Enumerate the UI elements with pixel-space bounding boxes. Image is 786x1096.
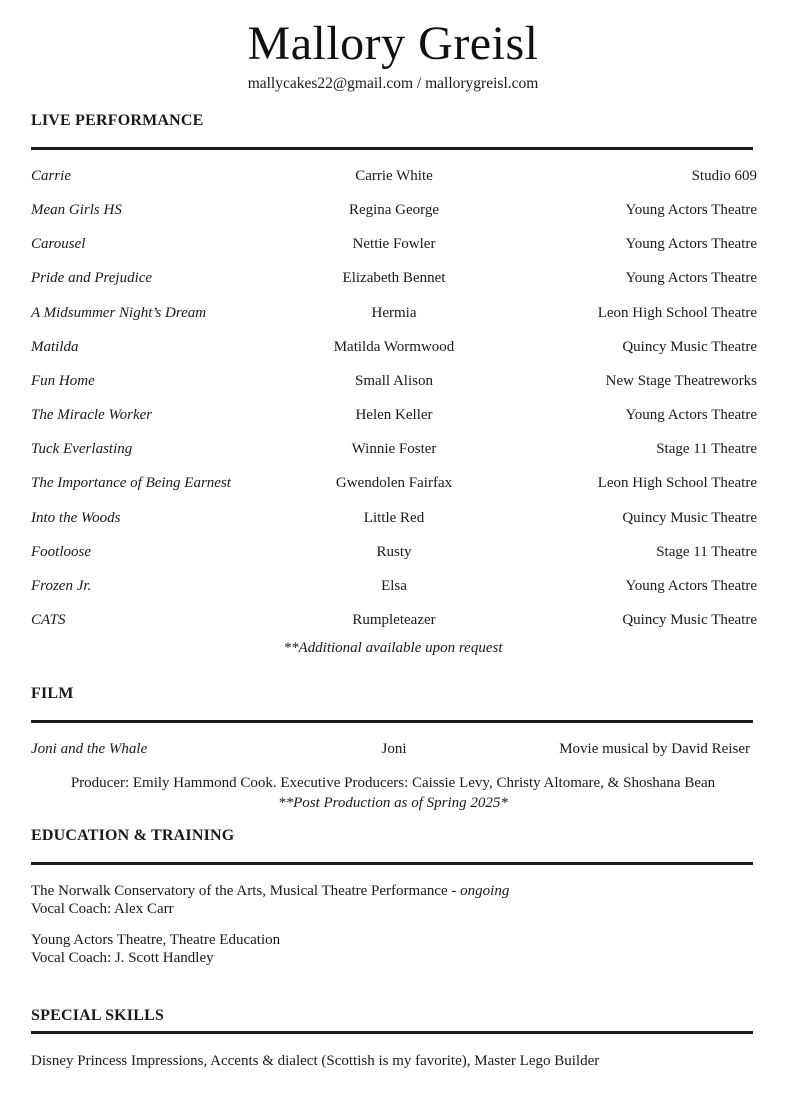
role-name: Little Red bbox=[363, 510, 425, 526]
show-title: The Importance of Being Earnest bbox=[31, 475, 231, 491]
section-divider bbox=[31, 720, 753, 723]
credit-row bbox=[31, 541, 757, 563]
role-name: Winnie Foster bbox=[351, 441, 437, 457]
resume-name: Mallory Greisl bbox=[247, 17, 539, 70]
credit-row bbox=[31, 336, 757, 358]
film-credit-row bbox=[31, 738, 750, 760]
role-name: Regina George bbox=[348, 202, 440, 218]
credit-row bbox=[31, 438, 757, 460]
section-title-special-skills: SPECIAL SKILLS bbox=[31, 1007, 165, 1024]
show-title: Matilda bbox=[31, 339, 79, 355]
education-coach: Vocal Coach: J. Scott Handley bbox=[31, 950, 214, 966]
credit-row bbox=[31, 199, 757, 221]
venue-name: Stage 11 Theatre bbox=[656, 441, 757, 457]
film-production: Movie musical by David Reiser bbox=[559, 741, 750, 757]
show-title: Mean Girls HS bbox=[31, 202, 122, 218]
film-title: Joni and the Whale bbox=[31, 741, 148, 757]
show-title: CATS bbox=[31, 612, 66, 628]
education-coach: Vocal Coach: Alex Carr bbox=[31, 901, 174, 917]
role-name: Rumpleteazer bbox=[352, 612, 436, 628]
venue-name: Young Actors Theatre bbox=[625, 270, 757, 286]
show-title: Carrie bbox=[31, 168, 72, 184]
credit-row bbox=[31, 267, 757, 289]
venue-name: Young Actors Theatre bbox=[625, 578, 757, 594]
venue-name: Young Actors Theatre bbox=[625, 236, 757, 252]
school-name: The Norwalk Conservatory of the Arts, Musical Theatre Performance - bbox=[31, 883, 461, 899]
section-title-education: EDUCATION & TRAINING bbox=[31, 827, 235, 844]
film-producers: Producer: Emily Hammond Cook. Executive Producers: Caissie Levy, Christy Altomare, & Shoshana Bean bbox=[70, 775, 716, 791]
role-name: Nettie Fowler bbox=[352, 236, 436, 252]
education-school bbox=[31, 882, 509, 900]
show-title: Fun Home bbox=[31, 373, 95, 389]
credit-row bbox=[31, 302, 757, 324]
credit-row bbox=[31, 609, 757, 631]
venue-name: Quincy Music Theatre bbox=[622, 339, 757, 355]
venue-name: Studio 609 bbox=[691, 168, 757, 184]
role-name: Small Alison bbox=[355, 373, 433, 389]
role-name: Hermia bbox=[371, 305, 417, 321]
show-title: Frozen Jr. bbox=[31, 578, 92, 594]
role-name: Elizabeth Bennet bbox=[342, 270, 446, 286]
education-school bbox=[31, 931, 280, 949]
film-role: Joni bbox=[381, 741, 407, 757]
show-title: The Miracle Worker bbox=[31, 407, 153, 423]
credit-row bbox=[31, 575, 757, 597]
show-title: Pride and Prejudice bbox=[31, 270, 153, 286]
venue-name: Leon High School Theatre bbox=[597, 305, 757, 321]
show-title: Into the Woods bbox=[31, 510, 121, 526]
credit-row bbox=[31, 404, 757, 426]
venue-name: Young Actors Theatre bbox=[625, 407, 757, 423]
role-name: Matilda Wormwood bbox=[333, 339, 455, 355]
school-status: ongoing bbox=[460, 883, 510, 899]
show-title: Carousel bbox=[31, 236, 86, 252]
school-name: Young Actors Theatre, Theatre Education bbox=[31, 932, 281, 948]
role-name: Carrie White bbox=[355, 168, 433, 184]
role-name: Helen Keller bbox=[355, 407, 433, 423]
venue-name: Quincy Music Theatre bbox=[622, 510, 757, 526]
show-title: A Midsummer Night’s Dream bbox=[31, 305, 207, 321]
venue-name: Stage 11 Theatre bbox=[656, 544, 757, 560]
credit-row bbox=[31, 507, 757, 529]
section-divider bbox=[31, 1031, 753, 1034]
section-title-film: FILM bbox=[31, 685, 74, 702]
section-title-live-performance: LIVE PERFORMANCE bbox=[31, 112, 204, 129]
film-status: **Post Production as of Spring 2025* bbox=[278, 795, 508, 811]
venue-name: Quincy Music Theatre bbox=[622, 612, 757, 628]
special-skills-text: Disney Princess Impressions, Accents & dialect (Scottish is my favorite), Master Lego Builder bbox=[31, 1053, 600, 1069]
additional-credits-note: **Additional available upon request bbox=[283, 640, 503, 656]
role-name: Elsa bbox=[381, 578, 407, 594]
show-title: Tuck Everlasting bbox=[31, 441, 133, 457]
venue-name: Young Actors Theatre bbox=[625, 202, 757, 218]
role-name: Rusty bbox=[376, 544, 412, 560]
section-divider bbox=[31, 147, 753, 150]
venue-name: Leon High School Theatre bbox=[597, 475, 757, 491]
credit-row bbox=[31, 233, 757, 255]
show-title: Footloose bbox=[31, 544, 91, 560]
role-name: Gwendolen Fairfax bbox=[335, 475, 453, 491]
credit-row bbox=[31, 472, 757, 494]
credit-row bbox=[31, 165, 757, 187]
contact-line: mallycakes22@gmail.com / mallorygreisl.com bbox=[247, 75, 539, 92]
venue-name: New Stage Theatreworks bbox=[605, 373, 757, 389]
section-divider bbox=[31, 862, 753, 865]
credit-row bbox=[31, 370, 757, 392]
